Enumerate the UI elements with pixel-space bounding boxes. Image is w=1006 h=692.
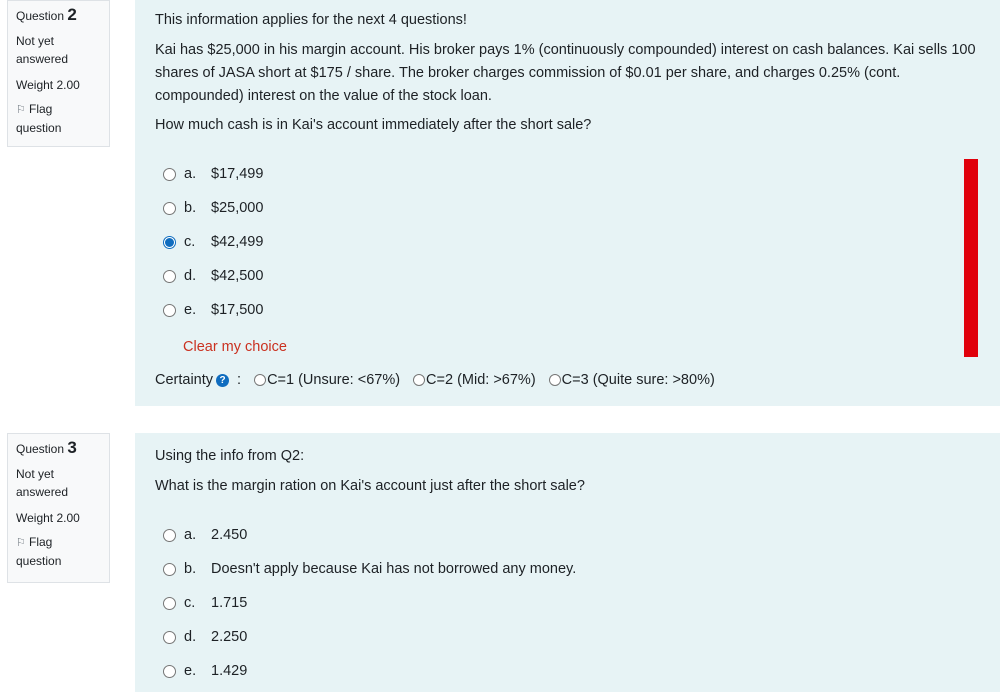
option-letter: b.	[184, 561, 197, 577]
option-letter: e.	[184, 302, 197, 318]
radio-button[interactable]	[163, 304, 176, 317]
answer-option-d[interactable]	[163, 265, 263, 287]
flag-label-line2: question	[16, 121, 62, 135]
answer-option-d[interactable]	[163, 626, 247, 648]
option-text: 2.250	[211, 629, 248, 645]
question-weight: Weight 2.00	[16, 78, 80, 92]
certainty-option-3[interactable]	[549, 372, 715, 388]
answer-option-e[interactable]	[163, 660, 247, 682]
option-text: $25,000	[211, 200, 264, 216]
question-intro: This information applies for the next 4 questions!	[155, 12, 467, 28]
answer-option-b[interactable]	[163, 558, 576, 580]
flag-icon: ⚐	[16, 537, 26, 549]
question-intro: Using the info from Q2:	[155, 448, 305, 464]
option-text: 2.450	[211, 527, 248, 543]
state-line2: answered	[16, 52, 69, 66]
certainty-separator: :	[237, 372, 242, 388]
radio-button[interactable]	[163, 631, 176, 644]
option-letter: e.	[184, 663, 197, 679]
help-icon[interactable]: ?	[216, 374, 229, 387]
radio-button[interactable]	[163, 270, 176, 283]
option-text: $42,500	[211, 268, 264, 284]
question-content-q2	[135, 0, 1000, 406]
answer-option-c[interactable]	[163, 592, 247, 614]
option-text: 1.715	[211, 595, 248, 611]
question-label: Question	[16, 442, 65, 456]
question-body: Kai has $25,000 in his margin account. His broker pays 1% (continuously compounded) interest on cash balances. Kai sells 100 shares of JASA short at $175 / share. The broker charges commission of $0.01 per share, and charges 0.25% (cont. compounded) interest on the value of the stock loan.	[155, 42, 976, 104]
answer-option-a[interactable]	[163, 163, 263, 185]
certainty-radio[interactable]	[549, 374, 561, 386]
option-letter: a.	[184, 166, 197, 182]
flag-label-line1: Flag	[29, 102, 53, 116]
question-number-value: 2	[67, 5, 77, 24]
question-prompt: What is the margin ration on Kai's account just after the short sale?	[155, 478, 585, 494]
certainty-label: Certainty	[155, 372, 214, 388]
answer-option-c[interactable]	[163, 231, 263, 253]
option-letter: c.	[184, 595, 196, 611]
option-letter: d.	[184, 629, 197, 645]
question-number	[16, 7, 101, 24]
option-text: $17,499	[211, 166, 264, 182]
radio-button[interactable]	[163, 168, 176, 181]
state-line1: Not yet	[16, 34, 55, 48]
radio-button[interactable]	[163, 563, 176, 576]
state-line1: Not yet	[16, 467, 55, 481]
option-text: 1.429	[211, 663, 248, 679]
question-info-q2	[7, 0, 110, 147]
answer-option-a[interactable]	[163, 524, 247, 546]
question-label: Question	[16, 9, 65, 23]
option-letter: a.	[184, 527, 197, 543]
answer-option-e[interactable]	[163, 299, 263, 321]
radio-button[interactable]	[163, 597, 176, 610]
flag-question-link[interactable]	[16, 533, 101, 570]
answer-option-b[interactable]	[163, 197, 263, 219]
certainty-row	[155, 372, 715, 388]
certainty-option-1[interactable]	[254, 372, 400, 388]
question-state	[16, 465, 101, 501]
question-prompt: How much cash is in Kai's account immediately after the short sale?	[155, 117, 592, 133]
radio-button[interactable]	[163, 529, 176, 542]
option-text: $42,499	[211, 234, 264, 250]
flag-label-line1: Flag	[29, 535, 53, 549]
option-letter: d.	[184, 268, 197, 284]
option-text: $17,500	[211, 302, 264, 318]
question-number-value: 3	[67, 438, 77, 457]
question-info-q3	[7, 433, 110, 583]
certainty-option-label: C=1 (Unsure: <67%)	[267, 372, 401, 388]
certainty-option-label: C=3 (Quite sure: >80%)	[561, 372, 715, 388]
flag-icon: ⚐	[16, 104, 26, 116]
question-number	[16, 440, 101, 457]
certainty-option-label: C=2 (Mid: >67%)	[426, 372, 536, 388]
certainty-radio[interactable]	[254, 374, 266, 386]
state-line2: answered	[16, 485, 69, 499]
option-letter: c.	[184, 234, 196, 250]
flag-label-line2: question	[16, 554, 62, 568]
radio-button[interactable]	[163, 202, 176, 215]
certainty-radio[interactable]	[413, 374, 425, 386]
flag-question-link[interactable]	[16, 100, 101, 137]
certainty-option-2[interactable]	[413, 372, 536, 388]
radio-button[interactable]	[163, 665, 176, 678]
radio-button-selected[interactable]	[163, 236, 176, 249]
question-state	[16, 32, 101, 68]
question-content-q3	[135, 433, 1000, 692]
clear-choice-link[interactable]: Clear my choice	[183, 339, 287, 355]
question-weight: Weight 2.00	[16, 511, 80, 525]
option-text: Doesn't apply because Kai has not borrowed any money.	[211, 561, 577, 577]
option-letter: b.	[184, 200, 197, 216]
red-side-bar	[964, 159, 978, 357]
